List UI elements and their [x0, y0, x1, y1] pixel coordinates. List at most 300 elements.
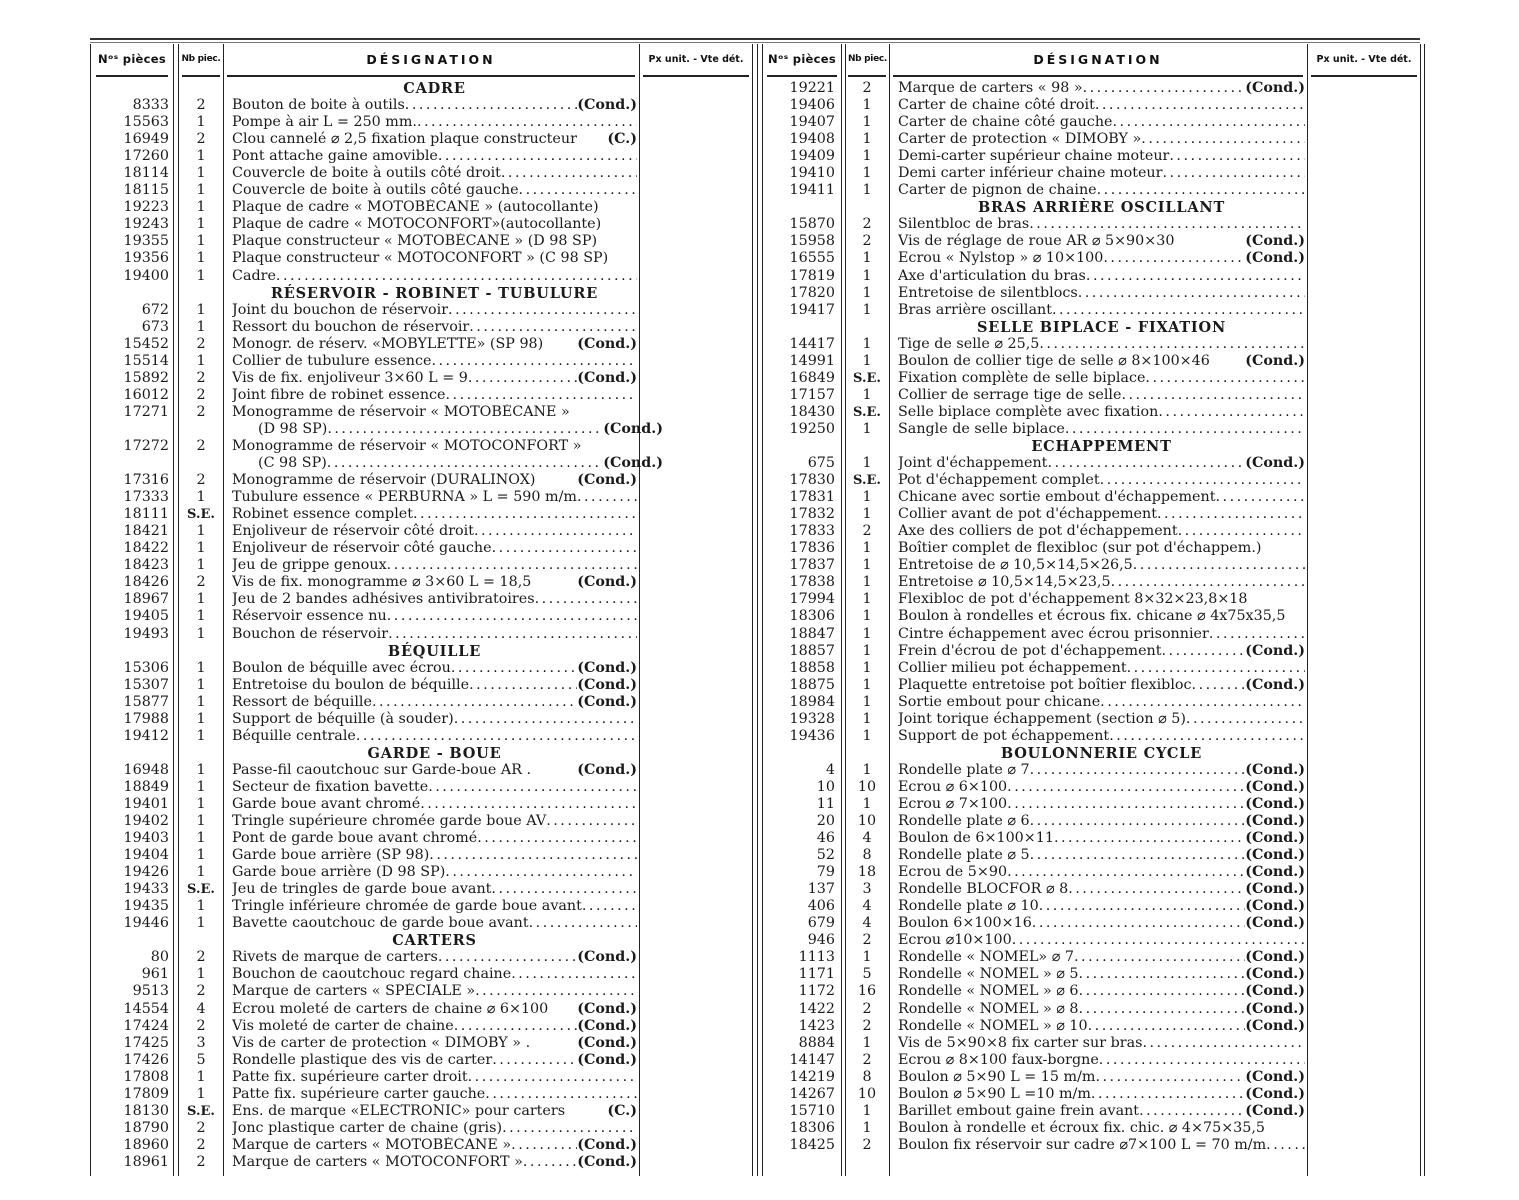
part-quantity: 4	[862, 915, 872, 932]
part-number: 15307	[123, 676, 169, 693]
part-row	[757, 387, 1427, 404]
dot-leader	[417, 114, 637, 131]
part-quantity: 1	[862, 1102, 872, 1119]
designation-text: Bouchon de caoutchouc regard chaine	[232, 966, 512, 983]
rows-right	[757, 80, 1427, 1154]
part-quantity: 2	[196, 574, 206, 591]
dot-leader	[1083, 80, 1246, 97]
dot-leader	[474, 523, 637, 540]
part-quantity: 1	[196, 182, 206, 199]
part-number: 18425	[789, 1136, 835, 1153]
packaging-note: (Cond.)	[1245, 761, 1305, 778]
dot-leader	[1139, 1103, 1245, 1120]
dot-leader	[1103, 250, 1245, 267]
part-number: 80	[150, 949, 169, 966]
part-number: 14219	[789, 1068, 835, 1085]
dot-leader	[1079, 983, 1246, 1000]
dot-leader	[428, 779, 637, 796]
part-quantity: 10	[857, 1085, 877, 1102]
designation-text: Rondelle « NOMEL» ⌀ 7	[898, 949, 1074, 966]
designation-text: Patte fix. supérieure carter droit	[232, 1068, 468, 1085]
dot-leader	[1192, 677, 1246, 694]
designation-text: Plaquette entretoise pot boîtier flexibloc	[898, 676, 1192, 693]
designation-text: Ecrou ⌀ 6×100	[898, 778, 1008, 795]
part-designation	[898, 336, 1305, 353]
part-designation	[232, 881, 637, 898]
designation-text: Frein d'écrou de pot d'échappement	[898, 642, 1162, 659]
part-quantity: 1	[196, 199, 206, 216]
packaging-note: (Cond.)	[577, 761, 637, 778]
part-quantity: 1	[196, 676, 206, 693]
designation-text: Tubulure essence « PERBURNA » L = 590 m/m	[232, 489, 577, 506]
part-number: 18426	[123, 574, 169, 591]
part-designation	[898, 1120, 1305, 1137]
part-number: 19355	[123, 233, 169, 250]
part-designation	[232, 694, 637, 711]
parts-table-left	[90, 44, 760, 1176]
dot-leader	[1032, 915, 1245, 932]
part-quantity: 1	[196, 318, 206, 335]
designation-text: Carter de protection « DIMOBY »	[898, 131, 1142, 148]
part-designation	[898, 165, 1305, 182]
part-designation	[898, 881, 1305, 898]
designation-text: (D 98 SP)	[258, 420, 328, 437]
part-quantity: S.E.	[853, 473, 881, 489]
part-designation	[898, 643, 1305, 660]
section-title: BRAS ARRIÈRE OSCILLANT	[977, 199, 1226, 217]
packaging-note: (Cond.)	[1245, 1000, 1305, 1017]
part-quantity: 1	[862, 250, 872, 267]
page-top-rule	[90, 38, 1420, 40]
dot-leader	[276, 268, 637, 285]
part-quantity: 2	[862, 932, 872, 949]
part-row	[90, 660, 760, 677]
dot-leader	[1162, 643, 1246, 660]
part-row	[90, 131, 760, 148]
part-designation	[898, 353, 1305, 370]
part-designation	[232, 250, 637, 267]
designation-text: Pompe à air L = 250 mm.	[232, 114, 417, 131]
part-row	[757, 421, 1427, 438]
dot-leader	[492, 540, 637, 557]
part-quantity: 2	[196, 131, 206, 148]
part-quantity: 2	[862, 1000, 872, 1017]
designation-text: Boîtier complet de flexibloc (sur pot d'échappem.)	[898, 540, 1262, 557]
part-quantity: 10	[857, 813, 877, 830]
dot-leader	[1121, 387, 1305, 404]
designation-text: Boulon ⌀ 5×90 L = 15 m/m	[898, 1068, 1096, 1085]
part-row	[90, 353, 760, 370]
part-quantity: S.E.	[853, 404, 881, 420]
part-number: 1172	[798, 983, 835, 1000]
dot-leader	[1012, 932, 1305, 949]
dot-leader	[475, 983, 637, 1000]
part-row	[757, 148, 1427, 165]
part-designation	[898, 97, 1305, 114]
part-quantity: 2	[196, 1119, 206, 1136]
designation-text: Garde boue arrière (SP 98)	[232, 847, 430, 864]
part-row	[757, 455, 1427, 472]
designation-text: Boulon de collier tige de selle ⌀ 8×100×46	[898, 352, 1210, 369]
designation-text: Entretoise ⌀ 10,5×14,5×23,5	[898, 574, 1111, 591]
designation-text: Tringle inférieure chromée de garde boue avant	[232, 898, 582, 915]
part-number: 4	[825, 761, 835, 778]
part-designation	[232, 216, 637, 233]
designation-text: Bouchon de réservoir	[232, 625, 389, 642]
part-number: 19408	[789, 131, 835, 148]
dot-leader	[429, 847, 637, 864]
dot-leader	[511, 966, 637, 983]
dot-leader	[327, 455, 603, 472]
designation-text: Jonc plastique carter de chaine (gris)	[232, 1119, 503, 1136]
designation-text: Secteur de fixation bavette	[232, 778, 429, 795]
part-row	[757, 643, 1427, 660]
part-designation	[898, 472, 1305, 489]
designation-text: Garde boue arrière (D 98 SP)	[232, 864, 446, 881]
part-quantity: S.E.	[187, 507, 215, 523]
header-unit-price: Px unit. - Vte dét.	[1316, 53, 1412, 65]
header-rule	[182, 75, 220, 77]
part-designation	[898, 591, 1305, 608]
part-quantity: 2	[196, 437, 206, 454]
part-row	[757, 523, 1427, 540]
part-row	[757, 694, 1427, 711]
part-number: 16849	[789, 369, 835, 386]
header-rule	[1311, 75, 1417, 77]
part-number: 19221	[789, 80, 835, 96]
part-number: 18114	[123, 165, 169, 182]
part-quantity: 1	[196, 523, 206, 540]
part-row	[757, 898, 1427, 915]
part-row	[757, 404, 1427, 421]
dot-leader	[546, 813, 637, 830]
packaging-note: (Cond.)	[577, 693, 637, 710]
part-quantity: 1	[196, 114, 206, 131]
designation-text: Garde boue avant chromé	[232, 795, 421, 812]
part-quantity: 1	[862, 761, 872, 778]
part-designation	[232, 796, 637, 813]
part-number: 18967	[123, 591, 169, 608]
rows-left	[90, 80, 760, 1171]
part-number: 18422	[123, 540, 169, 557]
part-number: 17809	[123, 1085, 169, 1102]
dot-leader	[1054, 830, 1245, 847]
part-quantity: 2	[862, 80, 872, 96]
designation-text: Carter de chaine côté droit	[898, 97, 1095, 114]
part-row	[90, 949, 760, 966]
part-quantity: 1	[196, 148, 206, 165]
designation-text: Collier de tubulure essence	[232, 352, 432, 369]
dot-leader	[1111, 574, 1305, 591]
dot-leader	[420, 796, 637, 813]
dot-leader	[577, 489, 637, 506]
part-number: 17833	[789, 523, 835, 540]
part-number: 10	[816, 778, 835, 795]
part-designation	[898, 489, 1305, 506]
part-quantity: 1	[862, 727, 872, 744]
designation-text: Support de pot échappement	[898, 727, 1110, 744]
part-quantity: 1	[862, 420, 872, 437]
part-designation	[898, 131, 1305, 148]
part-row	[90, 404, 760, 421]
dot-leader	[1266, 1137, 1305, 1154]
part-number: 19436	[789, 727, 835, 744]
part-quantity: 1	[196, 778, 206, 795]
header-rule	[767, 75, 837, 77]
part-row	[757, 677, 1427, 694]
part-designation	[898, 506, 1305, 523]
dot-leader	[535, 591, 637, 608]
part-row	[90, 319, 760, 336]
part-designation	[232, 660, 637, 677]
part-row	[757, 881, 1427, 898]
designation-text: Tringle supérieure chromée garde boue AV	[232, 813, 547, 830]
designation-text: Sangle de selle biplace	[898, 420, 1065, 437]
part-designation	[898, 847, 1305, 864]
part-quantity: 1	[196, 250, 206, 267]
dot-leader	[1091, 1086, 1245, 1103]
part-row	[757, 1052, 1427, 1069]
part-number: 19223	[123, 199, 169, 216]
part-row	[90, 881, 760, 898]
part-number: 18858	[789, 659, 835, 676]
part-number: 8333	[132, 97, 169, 114]
part-designation	[898, 148, 1305, 165]
designation-text: Rondelle plate ⌀ 5	[898, 847, 1030, 864]
part-number: 18847	[789, 625, 835, 642]
packaging-note: (Cond.)	[1245, 949, 1305, 966]
part-designation	[232, 966, 637, 983]
designation-text: Ressort de béquille	[232, 693, 372, 710]
part-quantity: 2	[196, 1153, 206, 1170]
section-heading-row	[757, 745, 1427, 762]
part-row	[90, 813, 760, 830]
part-row	[90, 1001, 760, 1018]
part-row	[90, 898, 760, 915]
part-number: 18130	[123, 1102, 169, 1119]
designation-text: Jeu de 2 bandes adhésives antivibratoires	[232, 591, 535, 608]
part-number: 15958	[789, 233, 835, 250]
part-number: 17808	[123, 1068, 169, 1085]
part-designation	[232, 199, 637, 216]
part-quantity: 1	[862, 540, 872, 557]
dot-leader	[1030, 762, 1246, 779]
packaging-note: (Cond.)	[1245, 1085, 1305, 1102]
packaging-note: (Cond.)	[603, 420, 663, 437]
part-designation	[232, 268, 637, 285]
designation-text: Collier milieu pot échappement	[898, 659, 1127, 676]
part-row	[90, 694, 760, 711]
part-number: 17424	[123, 1017, 169, 1034]
part-quantity: 2	[196, 949, 206, 966]
packaging-note: (Cond.)	[577, 676, 637, 693]
part-row	[757, 557, 1427, 574]
packaging-note: (Cond.)	[1245, 881, 1305, 898]
header-rule	[96, 75, 168, 77]
designation-text: Support de béquille (à souder)	[232, 710, 454, 727]
part-number: 17838	[789, 574, 835, 591]
part-designation	[232, 864, 637, 881]
part-row	[90, 489, 760, 506]
part-row	[757, 216, 1427, 233]
dot-leader	[454, 1018, 577, 1035]
designation-text: Collier de serrage tige de selle	[898, 386, 1122, 403]
part-quantity: 2	[862, 1136, 872, 1153]
dot-leader	[387, 608, 637, 625]
part-row	[90, 182, 760, 199]
dot-leader	[1113, 114, 1306, 131]
part-number: 14417	[789, 335, 835, 352]
part-designation	[898, 182, 1305, 199]
part-row	[757, 779, 1427, 796]
dot-leader	[1047, 455, 1245, 472]
part-number: 9513	[132, 983, 169, 1000]
dot-leader	[469, 677, 577, 694]
part-quantity: 2	[862, 523, 872, 540]
part-row	[90, 966, 760, 983]
designation-text: Couvercle de boite à outils côté droit	[232, 165, 501, 182]
designation-text: Plaque de cadre « MOTOBÉCANE » (autocollante)	[232, 199, 599, 216]
dot-leader	[1133, 557, 1305, 574]
part-designation	[898, 779, 1305, 796]
part-row	[90, 608, 760, 625]
designation-text: Vis de réglage de roue AR ⌀ 5×90×30	[898, 233, 1175, 250]
part-designation	[898, 233, 1305, 250]
designation-text: Joint torique échappement (section ⌀ 5)	[898, 710, 1186, 727]
part-number: 19356	[123, 250, 169, 267]
part-number: 19406	[789, 97, 835, 114]
part-designation	[232, 1018, 637, 1035]
part-row	[90, 762, 760, 779]
part-quantity: 1	[862, 557, 872, 574]
part-number: 15877	[123, 693, 169, 710]
designation-text: Marque de carters « MOTOCONFORT »	[232, 1153, 523, 1170]
part-designation	[232, 1120, 637, 1137]
part-number: 17994	[789, 591, 835, 608]
section-heading-row	[90, 745, 760, 762]
dot-leader	[1007, 864, 1245, 881]
part-quantity: 1	[862, 165, 872, 182]
part-quantity: 2	[196, 1017, 206, 1034]
designation-text: Vis de fix. monogramme ⌀ 3×60 L = 18,5	[232, 574, 532, 591]
part-quantity: 1	[862, 114, 872, 131]
part-quantity: 1	[196, 489, 206, 506]
designation-text: Monogramme de réservoir (DURALINOX)	[232, 472, 536, 489]
part-designation	[898, 762, 1305, 779]
part-number: 18306	[789, 608, 835, 625]
part-designation	[232, 131, 637, 148]
designation-text: Flexibloc de pot d'échappement 8×32×23,8×18	[898, 591, 1248, 608]
designation-text: Pont attache gaine amovible	[232, 148, 438, 165]
part-row	[757, 932, 1427, 949]
part-number: 19407	[789, 114, 835, 131]
part-row	[757, 864, 1427, 881]
designation-text: Boulon ⌀ 5×90 L =10 m/m	[898, 1085, 1091, 1102]
part-number: 19401	[123, 795, 169, 812]
parts-table-right	[757, 44, 1427, 1176]
part-row	[757, 97, 1427, 114]
designation-text: Sortie embout pour chicane	[898, 693, 1101, 710]
designation-text: Axe des colliers de pot d'échappement	[898, 523, 1178, 540]
dot-leader	[529, 915, 637, 932]
part-quantity: 1	[196, 1085, 206, 1102]
part-quantity: 2	[196, 403, 206, 420]
part-number: 17832	[789, 506, 835, 523]
part-row	[90, 336, 760, 353]
part-row	[757, 813, 1427, 830]
part-quantity: 1	[196, 898, 206, 915]
header-rule	[227, 75, 635, 77]
designation-text: Couvercle de boite à outils côté gauche	[232, 182, 519, 199]
part-quantity: 1	[862, 625, 872, 642]
dot-leader	[1109, 728, 1305, 745]
part-number: 17988	[123, 710, 169, 727]
part-number: 15563	[123, 114, 169, 131]
part-number: 17820	[789, 284, 835, 301]
packaging-note: (Cond.)	[1245, 1068, 1305, 1085]
part-designation	[232, 949, 637, 966]
designation-text: Boulon de 6×100×11	[898, 830, 1054, 847]
part-row	[757, 370, 1427, 387]
designation-text: Carter de chaine côté gauche	[898, 114, 1113, 131]
section-heading-row	[757, 199, 1427, 216]
dot-leader	[1030, 813, 1246, 830]
part-number: 19405	[123, 608, 169, 625]
part-designation	[898, 1052, 1305, 1069]
packaging-note: (Cond.)	[1245, 455, 1305, 472]
designation-text: Rondelle « NOMEL » ⌀ 6	[898, 983, 1079, 1000]
designation-text: Passe-fil caoutchouc sur Garde-boue AR .	[232, 761, 532, 778]
part-row	[757, 233, 1427, 250]
dot-leader	[327, 421, 603, 438]
part-row	[90, 1137, 760, 1154]
dot-leader	[1169, 148, 1305, 165]
dot-leader	[1215, 489, 1305, 506]
part-row	[90, 728, 760, 745]
part-quantity: 1	[196, 352, 206, 369]
dot-leader	[501, 165, 637, 182]
part-row	[90, 268, 760, 285]
section-heading-row	[90, 643, 760, 660]
part-number: 673	[141, 318, 169, 335]
designation-text: Boulon 6×100×16	[898, 915, 1032, 932]
part-number: 675	[807, 455, 835, 472]
part-number: 672	[141, 301, 169, 318]
part-quantity: 1	[196, 301, 206, 318]
part-quantity: 1	[862, 676, 872, 693]
part-designation	[232, 983, 637, 1000]
designation-text: Réservoir essence nu	[232, 608, 387, 625]
part-designation	[232, 1035, 637, 1052]
part-number: 18961	[123, 1153, 169, 1170]
part-row	[90, 455, 760, 472]
part-number: 406	[807, 898, 835, 915]
part-designation	[898, 557, 1305, 574]
part-quantity: 1	[862, 489, 872, 506]
part-number: 18115	[123, 182, 169, 199]
part-row	[757, 1001, 1427, 1018]
part-quantity: 1	[862, 97, 872, 114]
part-quantity: 18	[857, 864, 877, 881]
part-quantity: 2	[196, 369, 206, 386]
dot-leader	[1162, 165, 1305, 182]
part-quantity: 1	[862, 693, 872, 710]
designation-text: Marque de carters « 98 »	[898, 80, 1083, 96]
dot-leader	[1186, 711, 1305, 728]
part-number: 14554	[123, 1000, 169, 1017]
part-row	[757, 472, 1427, 489]
dot-leader	[1007, 796, 1245, 813]
